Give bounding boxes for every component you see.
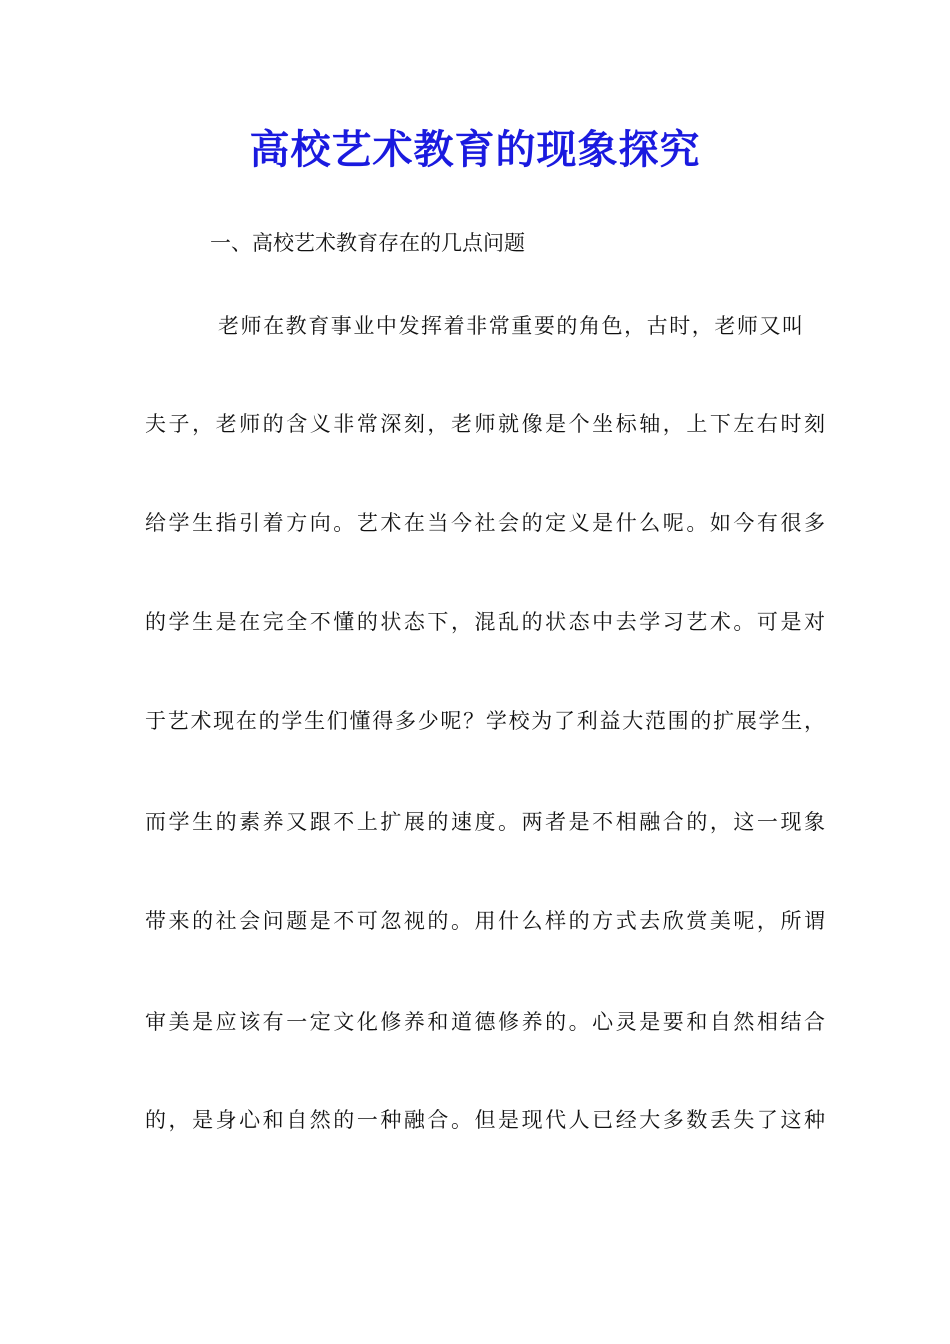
paragraph-line: 审美是应该有一定文化修养和道德修养的。心灵是要和自然相结合 (145, 1010, 825, 1034)
paragraph-line: 的，是身心和自然的一种融合。但是现代人已经大多数丢失了这种 (145, 1108, 825, 1132)
paragraph-line: 给学生指引着方向。艺术在当今社会的定义是什么呢。如今有很多 (145, 511, 825, 535)
section-heading: 一、高校艺术教育存在的几点问题 (210, 231, 525, 255)
paragraph-line: 带来的社会问题是不可忽视的。用什么样的方式去欣赏美呢，所谓 (145, 909, 825, 933)
paragraph-line: 而学生的素养又跟不上扩展的速度。两者是不相融合的，这一现象 (145, 810, 825, 834)
paragraph-line: 夫子，老师的含义非常深刻，老师就像是个坐标轴，上下左右时刻 (145, 412, 825, 436)
paragraph-line: 的学生是在完全不懂的状态下，混乱的状态中去学习艺术。可是对 (145, 610, 825, 634)
paragraph-line: 于艺术现在的学生们懂得多少呢？学校为了利益大范围的扩展学生， (145, 709, 825, 733)
paragraph-line: 老师在教育事业中发挥着非常重要的角色，古时，老师又叫 (218, 314, 803, 338)
document-title: 高校艺术教育的现象探究 (249, 126, 701, 173)
